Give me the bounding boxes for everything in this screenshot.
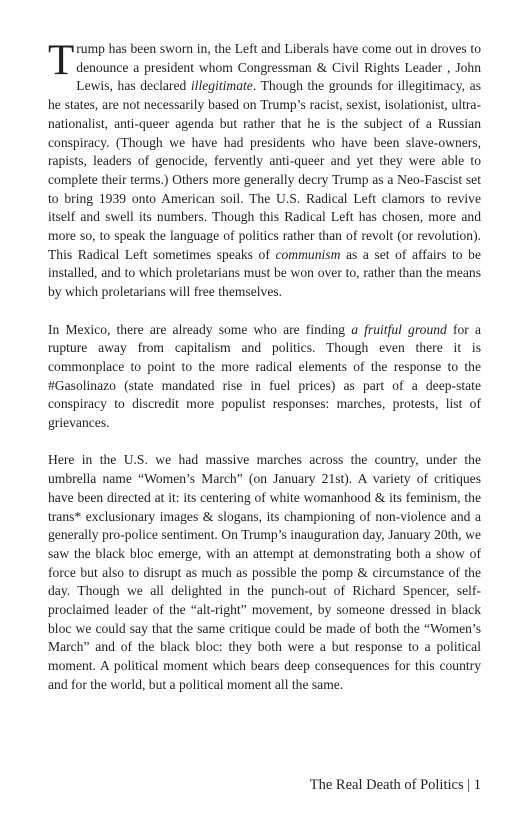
paragraph-text: In Mexico, there are already some who are finding bbox=[48, 321, 352, 337]
emphasis-text: a fruitful ground bbox=[351, 321, 447, 337]
running-title: The Real Death of Politics bbox=[309, 777, 464, 793]
paragraph-text: as a set of affairs to be installed, and to which proletarians must be won over to, rather than the means by which proletarians will free themselves. bbox=[48, 246, 481, 300]
paragraph-1 bbox=[48, 37, 481, 302]
emphasis-text: communism bbox=[275, 246, 341, 262]
paragraph-text: for a rupture away from capitalism and politics. Though even there it is commonplace to point to the more radical elements of the response to the #Gasolinazo (state mandated rise in fuel prices) as part of a deep-state conspiracy to discredit more populist responses: marches, protests, list of grievances. bbox=[48, 321, 482, 431]
paragraph-2 bbox=[48, 321, 481, 433]
page-footer bbox=[310, 776, 481, 794]
emphasis-text: illegitimate bbox=[190, 78, 253, 94]
page-number: 1 bbox=[473, 777, 481, 793]
paragraph-text: . Though the grounds for illegitimacy, as he states, are not necessarily based on Trump’s racist, sexist, isolationist, ultra-nationalist, anti-queer agenda but rather that he is the subject of a Russian conspiracy. (Though we have had presidents who have been slave-owners, rapists, leaders of genocide, fervently anti-queer and yet they were able to complete their terms.) Others more generally decry Trump as a Neo-Fascist set to bring 1939 onto American soil. The U.S. Radical Left clamors to revive itself and swell its numbers. Though this Radical Left has chosen, more and more so, to speak the language of politics rather than of revolt (or revolution). This Radical Left sometimes speaks of bbox=[48, 78, 481, 262]
page-body bbox=[48, 37, 482, 695]
paragraph-text: rump has been sworn in, the Left and Liberals have come out in droves to denounce a president whom Congressman & Civil Rights Leader , John Lewis, has declared bbox=[76, 41, 481, 94]
paragraph-3 bbox=[48, 451, 481, 694]
drop-cap: T bbox=[48, 37, 75, 84]
paragraph-text: Here in the U.S. we had massive marches across the country, under the umbrella name “Women’s March” (on January 21st). A variety of critiques have been directed at it: its centering of white womanhood & its feminism, the trans* exclusionary images & slogans, its championing of non-violence and a generally pro-police sentiment. On Trump’s inauguration day, January 20th, we saw the black bloc emerge, with an attempt at demonstrating both a show of force but also to disrupt as much as possible the pomp & circumstance of the day. Though we all delighted in the punch-out of Richard Spencer, self-proclaimed leader of the “alt-right” movement, by someone dressed in black bloc we could say that the same critique could be made of both the “Women’s March” and of the black bloc: they both were a but response to a political moment. A political moment which bears deep consequences for this country and for the world, but a political moment all the same. bbox=[48, 452, 481, 692]
footer-separator: | bbox=[463, 777, 474, 793]
